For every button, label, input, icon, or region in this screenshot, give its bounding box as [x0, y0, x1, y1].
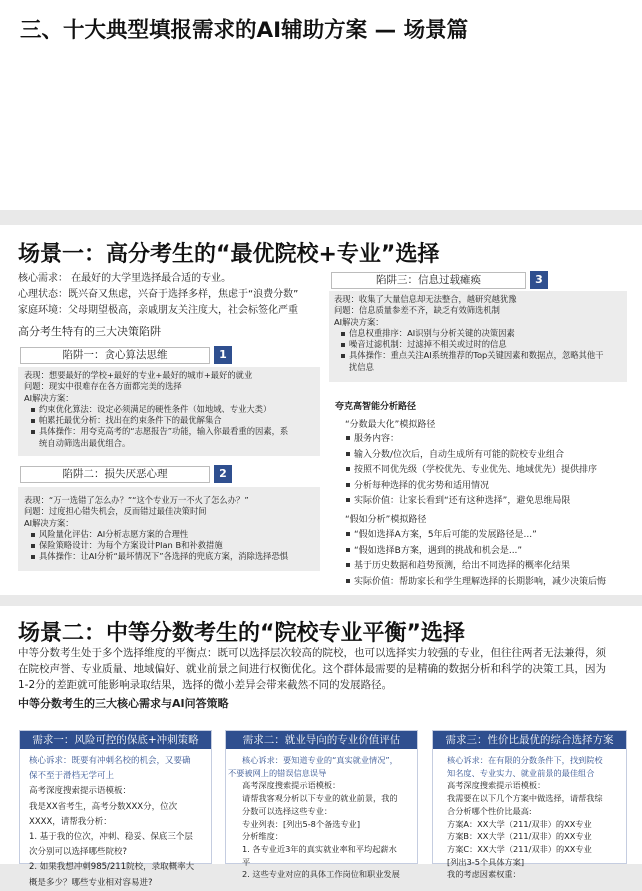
trap2-bullet: 具体操作：让AI分析“最坏情况下”各选择的兜底方案，消除选择恐惧: [30, 551, 288, 562]
need2-line: 分析维度：: [242, 831, 283, 842]
trap2-line: 表现：“万一选错了怎么办？”“这个专业万一不火了怎么办？”: [24, 495, 249, 505]
need2-line: 2. 这些专业对应的具体工作岗位和职业发展: [242, 869, 400, 880]
need2-header: 需求二：就业导向的专业价值评估: [226, 731, 417, 749]
trap2-box: [18, 487, 320, 571]
mode1-item: 服务内容：: [345, 432, 597, 448]
need1-line: 次分别可以选择哪些院校?: [29, 847, 128, 858]
trap1-bullet: 约束优化算法：设定必须满足的硬性条件（如地域、专业大类）: [30, 404, 288, 415]
mode2-item: 实际价值：帮助家长和学生理解选择的长期影响，减少决策后悔: [345, 575, 606, 591]
need1-line: XXXX，请帮我分析：: [29, 816, 112, 827]
scene2-title: 场景二：中等分数考生的“院校专业平衡”选择: [18, 621, 465, 646]
need2-card: [225, 730, 418, 880]
need2-line: 分数可以选择这些专业：: [242, 805, 333, 816]
need1-line: 保不至于滑档无学可上: [29, 771, 115, 782]
profile-family: 家庭环境：父母期望极高，亲戚朋友关注度大，社会标签化严重: [18, 305, 298, 316]
need3-line: 核心诉求：在有限的分数条件下，找到院校: [447, 755, 603, 765]
trap1-label: 陷阱一：贪心算法思维: [20, 347, 210, 364]
mode2-item: “假如选择A方案，5年后可能的发展路径是...”: [345, 528, 606, 544]
trap2-label: 陷阱二：损失厌恶心理: [20, 466, 210, 483]
scene1-panel: [0, 225, 642, 595]
scene1-title: 场景一：高分考生的“最优院校+专业”选择: [18, 242, 440, 267]
trap3-box: [329, 291, 627, 382]
trap1-line: AI解决方案：: [24, 392, 74, 403]
trap3-bullet: 噪音过滤机制：过滤掉不相关或过时的信息: [340, 339, 603, 350]
trap3-line: 表现：收集了大量信息却无法整合，越研究越犹豫: [334, 294, 517, 304]
path-title: 夸克高智能分析路径: [335, 402, 417, 412]
scene2-intro-line: 在院校声誉、专业质量、地域偏好、就业前景之间进行权衡优化。这个群体最需要的是精确的数据分析和科学的决策工具，因为: [18, 663, 606, 675]
need3-line: 方案B：XX大学（211/双非）的XX专业: [447, 831, 592, 842]
need1-card: [19, 730, 212, 888]
need2-line: 请帮我客观分析以下专业的就业前景，我的: [242, 793, 398, 804]
need3-line: 高考深度搜索提示语模板：: [447, 780, 546, 791]
mode2-title: “假如分析”模拟路径: [345, 515, 427, 525]
profile-mood: 心理状态：既兴奋又焦虑，兴奋于选择多样，焦虑于“浪费分数”: [18, 289, 299, 300]
mode1-item: 按照不同优先级（学校优先、专业优先、地域优先）提供排序: [345, 463, 597, 479]
need3-line: [列出3-5个具体方案]: [447, 856, 525, 867]
scene2-intro-line: 中等分数考生处于多个选择维度的平衡点：既可以选择层次较高的院校，也可以选择实力较强的专业，但往往两者无法兼得，须: [18, 647, 606, 659]
trap3-bullet-cont: 扰信息: [349, 361, 374, 372]
mode2-item: 基于历史数据和趋势预测，给出不同选择的概率化结果: [345, 559, 606, 575]
trap1-line: 表现：想要最好的学校+最好的专业+最好的城市+最好的就业: [24, 370, 253, 380]
trap3-number: 3: [530, 271, 548, 289]
needs-title: 中等分数考生的三大核心需求与AI问答策略: [18, 697, 229, 710]
trap2-bullet: 风险量化评估：AI分析志愿方案的合理性: [30, 529, 288, 540]
trap1-line: 问题：现实中很难存在各方面都完美的选择: [24, 381, 182, 392]
trap1-number: 1: [214, 346, 232, 364]
need2-line: 高考深度搜索提示语模板：: [242, 780, 341, 791]
trap2-line: 问题：过度担心错失机会，反而错过最佳决策时间: [24, 506, 207, 517]
need2-line: 平: [242, 856, 251, 867]
trap1-bullet: 具体操作：用夸克高考的“志愿报告”功能，输入你最看重的因素，系: [30, 426, 288, 437]
profile-need: 核心需求： 在最好的大学里选择最合适的专业。: [18, 273, 232, 284]
need1-line: 我是XX省考生，高考分数XXX分，位次: [29, 801, 178, 812]
need1-line: 高考深度搜索提示语模板：: [29, 786, 132, 797]
need2-line: 不要被网上的错误信息误导: [228, 767, 327, 778]
need1-header: 需求一：风险可控的保底+冲刺策略: [20, 731, 211, 749]
need1-line: 概是多少？哪些专业相对容易进?: [29, 877, 153, 888]
scene2-intro-line: 1-2分的差距就可能影响录取结果，选择的微小差异会带来截然不同的发展路径。: [18, 679, 393, 691]
trap3-line: 问题：信息质量参差不齐，缺乏有效筛选机制: [334, 305, 500, 316]
trap1-box: [18, 367, 320, 456]
need3-line: 方案A：XX大学（211/双非）的XX专业: [447, 818, 592, 829]
mode2-item: “假如选择B方案，遇到的挑战和机会是...”: [345, 544, 606, 560]
analysis-path: [329, 389, 627, 589]
trap3-line: AI解决方案：: [334, 316, 384, 327]
trap3-bullet: 信息权重排序：AI识别与分析关键的决策因素: [340, 328, 603, 339]
need1-line: 2. 如果我想冲刺985/211院校，录取概率大: [29, 862, 195, 873]
traps-title: 高分考生特有的三大决策陷阱: [18, 325, 161, 338]
page-title: 三、十大典型填报需求的AI辅助方案 — 场景篇: [20, 18, 469, 43]
need3-header: 需求三：性价比最优的综合选择方案: [433, 731, 626, 749]
trap3-bullet: 具体操作：重点关注AI系统推荐的Top关键因素和数据点，忽略其他干: [340, 350, 603, 361]
mode1-item: 输入分数/位次后，自动生成所有可能的院校专业组合: [345, 448, 597, 464]
need1-line: 核心诉求：既要有冲刺名校的机会，又要确: [29, 756, 191, 766]
need3-line: 方案C：XX大学（211/双非）的XX专业: [447, 843, 592, 854]
need3-line: 合分析哪个性价比最高:: [447, 805, 532, 816]
mode1-title: “分数最大化”模拟路径: [345, 420, 436, 430]
trap2-line: AI解决方案：: [24, 517, 74, 528]
need1-line: 1. 基于我的位次，冲刺、稳妥、保底三个层: [29, 832, 193, 843]
need3-line: 我的考虑因素权重：: [447, 869, 521, 880]
need2-line: 1. 各专业近3年的真实就业率和平均起薪水: [242, 843, 397, 854]
mode1-item: 分析每种选择的优劣势和适用情况: [345, 479, 597, 495]
need3-line: 我需要在以下几个方案中做选择，请帮我综: [447, 793, 603, 804]
need3-card: [432, 730, 627, 880]
need2-line: 核心诉求：要知道专业的“真实就业情况”，: [242, 755, 398, 765]
trap1-bullet-cont: 统自动筛选出最优组合。: [39, 437, 131, 448]
need3-line: 知名度、专业实力、就业前景的最佳组合: [447, 767, 595, 778]
header-panel: [0, 0, 642, 210]
trap3-label: 陷阱三：信息过载瘫痪: [331, 272, 526, 289]
mode1-item: 实际价值：让家长看到“还有这种选择”，避免思维局限: [345, 494, 597, 510]
trap2-bullet: 保险策略设计：为每个方案设计Plan B和补救措施: [30, 540, 288, 551]
trap1-bullet: 帕累托最优分析：找出在约束条件下的最优解集合: [30, 415, 288, 426]
trap2-number: 2: [214, 465, 232, 483]
need2-line: 专业列表：[列出5-8个备选专业]: [242, 818, 361, 829]
